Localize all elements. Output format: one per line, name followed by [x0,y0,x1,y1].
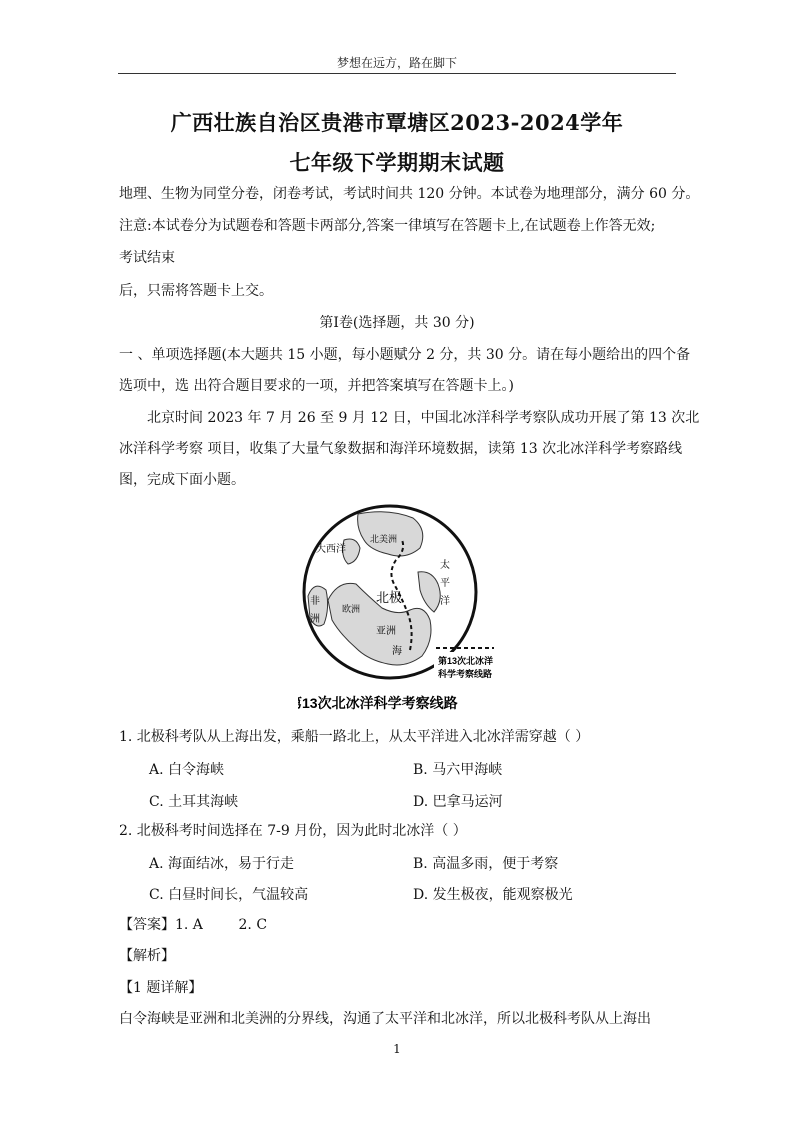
label-pacific-2: 平 [440,578,450,589]
passage-line-2: 冰洋科学考察 项目，收集了大量气象数据和海洋环境数据，读第 13 次北冰洋科学考察路线 [119,441,683,457]
question-2-option-b[interactable]: B. 高温多雨，便于考察 [413,856,559,872]
question-1-option-a[interactable]: A. 白令海峡 [149,762,225,778]
label-north-america: 北美洲 [370,534,398,544]
question-2-option-c[interactable]: C. 白昼时间长，气温较高 [149,887,309,903]
answer-text: 1. A 2. C [175,917,268,933]
detail-title: 【1 题详解】 [119,980,203,996]
question-1-option-d[interactable]: D. 巴拿马运河 [413,794,503,810]
legend-text-2: 科学考察线路 [438,669,493,679]
label-north-pole: 北极 [376,590,403,605]
question-1-option-b[interactable]: B. 马六甲海峡 [413,762,503,778]
legend-text-1: 第13次北冰洋 [438,656,494,666]
question-2-option-d[interactable]: D. 发生极夜，能观察极光 [413,887,573,903]
page-number: 1 [393,1042,401,1056]
section-title: 第Ⅰ卷(选择题，共 30 分) [319,315,475,331]
detail-text: 白令海峡是亚洲和北美洲的分界线，沟通了太平洋和北冰洋，所以北极科考队从上海出 [119,1011,651,1027]
label-africa-2: 洲 [310,614,320,625]
intro-line-2: 注意:本试卷分为试题卷和答题卡两部分,答案一律填写在答题卡上,在试题卷上作答无效; [119,218,656,234]
answer-label: 【答案】 [119,917,175,933]
answer-line [119,915,267,935]
map-drawing [298,500,508,720]
exam-title-line-1: 广西壮族自治区贵港市覃塘区2023-2024学年 [170,110,624,135]
intro-line-3: 考试结束 [119,250,175,266]
label-africa-1: 非 [310,596,320,607]
label-pacific-1: 太 [440,560,450,571]
passage-line-1: 北京时间 2023 年 7 月 26 至 9 月 12 日，中国北冰洋科学考察队成功开展了第 13 次北 [147,410,700,426]
arctic-route-map [298,500,508,720]
label-atlantic: 大西洋 [316,544,346,555]
section-instruction-1: 一 、单项选择题(本大题共 15 小题，每小题赋分 2 分，共 30 分。请在每小题给出的四个备 [119,347,691,363]
intro-line-1: 地理、生物为同堂分卷，闭卷考试，考试时间共 120 分钟。本试卷为地理部分，满分 60 分。 [119,186,700,202]
exam-title-line-2: 七年级下学期期末试题 [289,150,505,175]
question-1-stem: 1. 北极科考队从上海出发，乘船一路北上，从太平洋进入北冰洋需穿越（ ） [119,729,590,745]
intro-line-4: 后，只需将答题卡上交。 [119,283,273,299]
question-2-option-a[interactable]: A. 海面结冰，易于行走 [149,856,295,872]
label-asia: 亚洲 [376,626,396,637]
map-caption: 第13次北冰洋科学考察线路 [298,695,458,711]
label-europe: 欧洲 [342,604,361,614]
label-sea: 海 [392,646,402,657]
analysis-label: 【解析】 [119,948,175,964]
question-2-stem: 2. 北极科考时间选择在 7-9 月份，因为此时北冰洋（ ） [119,823,467,839]
page-header: 梦想在远方，路在脚下 [336,56,457,70]
passage-line-3: 图，完成下面小题。 [119,472,245,488]
header-rule [118,73,676,74]
label-pacific-3: 洋 [440,596,450,607]
question-1-option-c[interactable]: C. 土耳其海峡 [149,794,239,810]
section-instruction-2: 选项中，选 出符合题目要求的一项，并把答案填写在答题卡上。) [119,378,514,394]
